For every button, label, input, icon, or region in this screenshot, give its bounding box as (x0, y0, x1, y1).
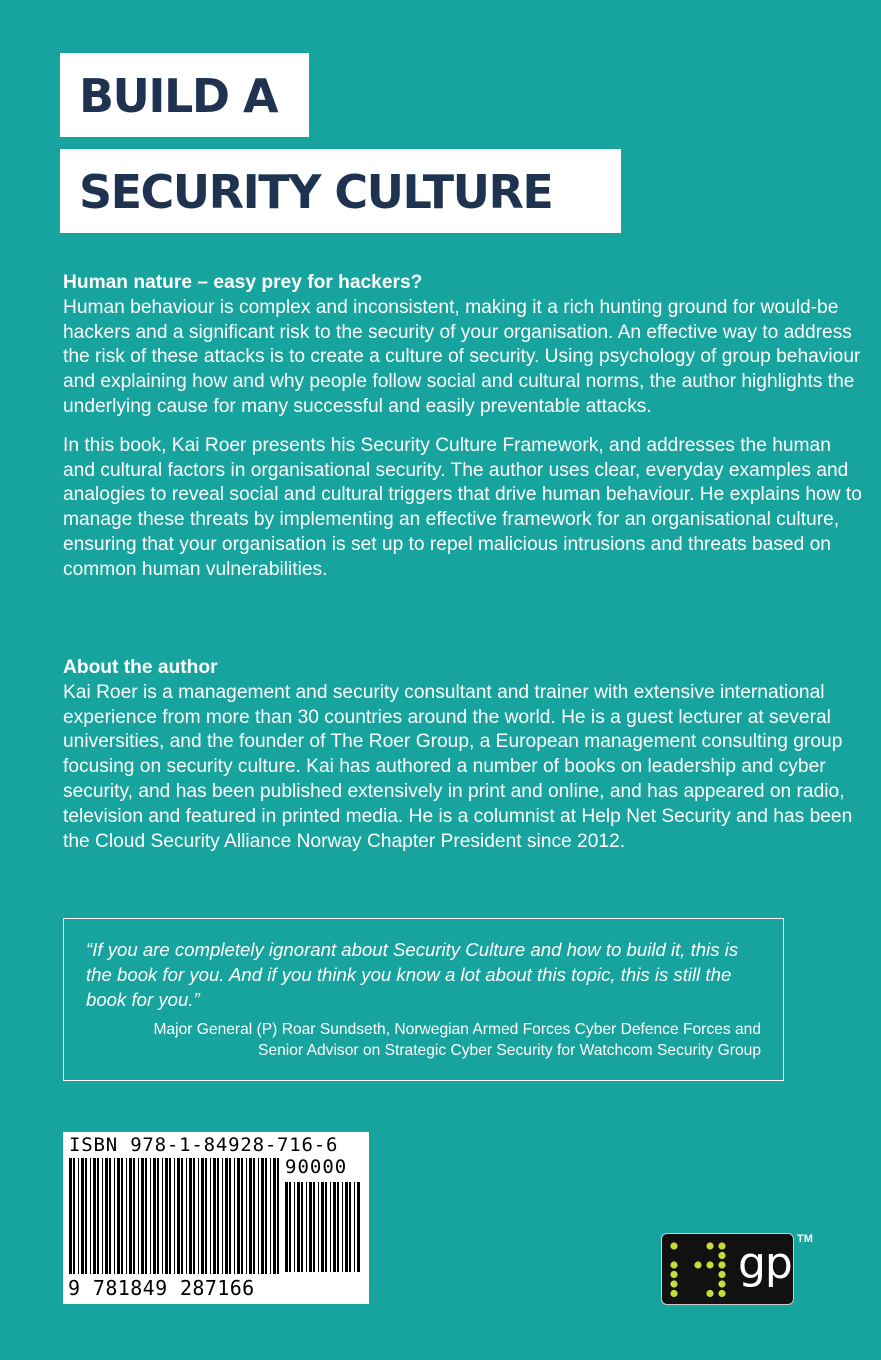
itgp-logo (661, 1233, 794, 1305)
barcode-bars (69, 1158, 279, 1278)
paragraph: Human behaviour is complex and inconsistent, making it a rich hunting ground for would-be hackers and a significant risk to the security of your organisation. An effective way to address the risk of these attacks is to create a culture of security. Using psychology of group behaviour and explaining how and why people follow social and cultural norms, the author highlights the underlying cause for many successful and easily preventable attacks. (63, 296, 861, 417)
price-code: 90000 (285, 1156, 348, 1178)
isbn-barcode (63, 1132, 369, 1304)
section-heading: About the author (63, 657, 218, 678)
about-author-section (63, 656, 863, 868)
endorsement-quote-box (63, 918, 784, 1081)
quote-text: “If you are completely ignorant about Security Culture and how to build it, this is the book for you. And if you think you know a lot about this topic, this is still the book for you.” (86, 939, 739, 1010)
paragraph: Kai Roer is a management and security consultant and trainer with extensive international experience from more than 30 countries around the world. He is a guest lecturer at several universities, and the founder of The Roer Group, a European management consulting group focusing on security culture. Kai has authored a number of books on leadership and cyber security, and has been published extensively in print and online, and has appeared on radio, television and featured in printed media. He is a columnist at Help Net Security and has been the Cloud Security Alliance Norway Chapter President since 2012. (63, 681, 853, 852)
description-section (63, 271, 863, 597)
addon-barcode-bars (285, 1182, 361, 1272)
quote-attribution (86, 1020, 761, 1061)
logo-gp-text: gp (738, 1238, 792, 1289)
trademark-mark: TM (797, 1233, 813, 1245)
isbn-label: ISBN 978-1-84928-716-6 (69, 1134, 339, 1156)
attribution-line: Major General (P) Roar Sundseth, Norwegian Armed Forces Cyber Defence Forces and (153, 1021, 761, 1039)
it-dot-matrix-icon (668, 1240, 738, 1300)
paragraph: In this book, Kai Roer presents his Security Culture Framework, and addresses the human and cultural factors in organisational security. The author uses clear, everyday examples and analogies to reveal social and cultural triggers that drive human behaviour. He explains how to manage these threats by implementing an effective framework for an organisational culture, ensuring that your organisation is set up to repel malicious intrusions and threats based on common human vulnerabilities. (63, 434, 862, 580)
title-line-2: SECURITY CULTURE (60, 149, 621, 233)
title-line-1: BUILD A (60, 53, 309, 137)
section-heading: Human nature – easy prey for hackers? (63, 272, 423, 293)
barcode-digits: 9 781849 287166 (68, 1276, 255, 1300)
attribution-line: Senior Advisor on Strategic Cyber Security for Watchcom Security Group (258, 1041, 761, 1059)
